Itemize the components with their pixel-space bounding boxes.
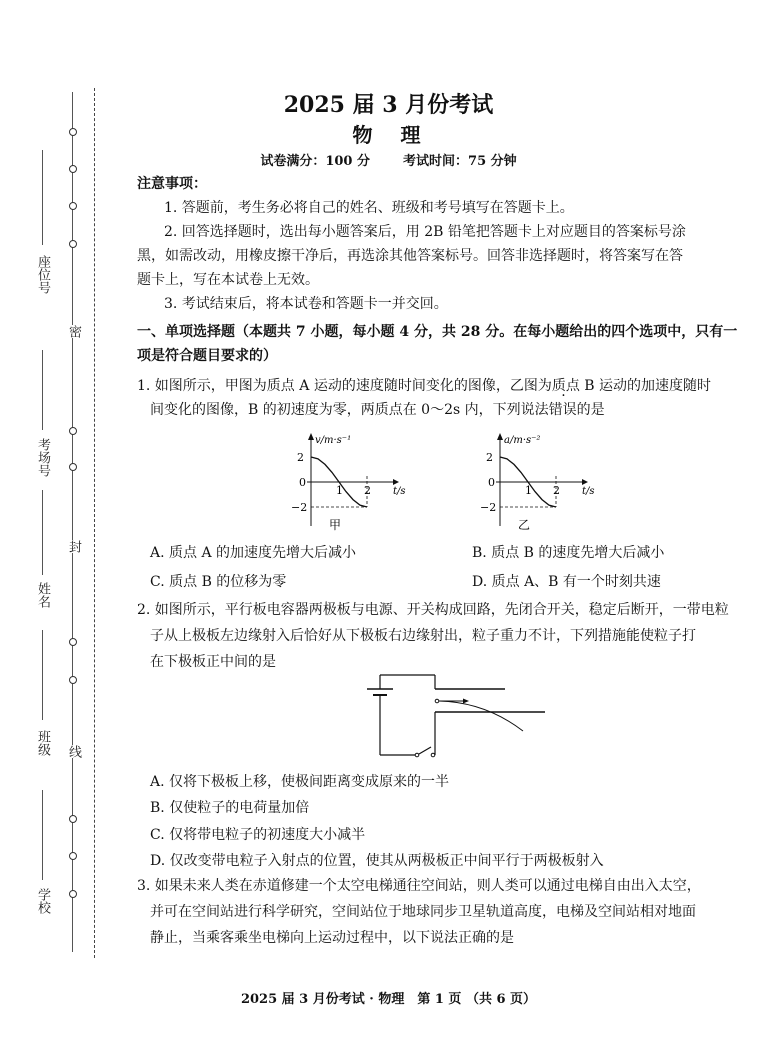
particle-trajectory	[439, 701, 523, 731]
y-axis-label: v/m·s⁻¹	[315, 435, 352, 446]
origin-label: 0	[299, 476, 306, 489]
y-tick-label: −2	[291, 501, 308, 514]
seal-circle	[69, 240, 77, 248]
option-b: B. 质点 B 的速度先增大后减小	[472, 545, 665, 561]
x-axis-arrow	[582, 479, 588, 485]
x-tick-label: 2	[553, 484, 560, 497]
arrow-head	[463, 699, 469, 704]
seat-number-label: 座位号	[35, 255, 50, 294]
capacitor-circuit-diagram	[355, 665, 555, 765]
seal-circle	[69, 815, 77, 823]
seal-circle	[69, 890, 77, 898]
school-field[interactable]	[42, 790, 43, 880]
seal-line	[72, 92, 73, 952]
seal-circle	[69, 638, 77, 646]
notice-item: 3. 考试结束后，将本试卷和答题卡一并交回。	[164, 296, 448, 312]
chart-jia	[285, 430, 425, 536]
seal-text-feng: 封	[66, 540, 81, 553]
y-tick-label: 2	[297, 451, 304, 464]
particle-entry-point	[435, 699, 439, 703]
x-tick-label: 2	[364, 484, 371, 497]
emphasis-text: 错误	[548, 402, 577, 418]
question-stem: 子从上极板左边缘射入后恰好从下极板右边缘射出，粒子重力不计，下列措施能使粒子打	[150, 628, 696, 644]
question-stem-text: 的是	[576, 402, 605, 418]
subject-title: 物 理	[352, 123, 425, 147]
seal-circle	[69, 676, 77, 684]
y-axis-arrow	[308, 433, 314, 440]
seal-circle	[69, 852, 77, 860]
school-label: 学校	[35, 888, 50, 914]
y-tick-label: −2	[480, 501, 497, 514]
question-stem: 3. 如果未来人类在赤道修建一个太空电梯通往空间站，则人类可以通过电梯自由出入太空，	[137, 878, 701, 894]
exam-time: 考试时间：75 分钟	[403, 154, 517, 169]
x-tick-label: 1	[336, 484, 343, 497]
section-heading: 一、单项选择题（本题共 7 小题，每小题 4 分，共 28 分。在每小题给出的四个选项中，只有一	[137, 324, 738, 340]
seal-circle	[69, 427, 77, 435]
y-tick-label: 2	[486, 451, 493, 464]
class-label: 班级	[35, 730, 50, 756]
name-label: 姓名	[35, 582, 50, 608]
full-score: 试卷满分：100 分	[260, 154, 370, 169]
switch-contact	[415, 753, 419, 757]
chart-title: 甲	[329, 518, 342, 532]
question-stem: 静止，当乘客乘坐电梯向上运动过程中，以下说法正确的是	[150, 930, 514, 946]
switch-lever[interactable]	[419, 747, 431, 754]
cut-line-dashed	[94, 88, 95, 958]
seal-text-xian: 线	[66, 745, 81, 758]
option-b: B. 仅使粒子的电荷量加倍	[150, 800, 310, 816]
option-a: A. 仅将下极板上移，使极间距离变成原来的一半	[150, 774, 450, 790]
question-stem: 1. 如图所示，甲图为质点 A 运动的速度随时间变化的图像，乙图为质点 B 运动的加速度随时	[137, 378, 712, 394]
x-tick-label: 1	[525, 484, 532, 497]
chart-title: 乙	[518, 518, 531, 532]
notice-item: 黑，如需改动，用橡皮擦干净后，再选涂其他答案标号。回答非选择题时，将答案写在答	[137, 248, 683, 264]
seal-text-mi: 密	[66, 325, 81, 338]
page-footer: 2025 届 3 月份考试 · 物理 第 1 页 （共 6 页）	[240, 992, 537, 1007]
notice-item: 1. 答题前，考生务必将自己的姓名、班级和考号填写在答题卡上。	[164, 200, 574, 216]
exam-room-label: 考场号	[35, 438, 50, 477]
question-stem	[150, 398, 605, 422]
question-stem: 并可在空间站进行科学研究，空间站位于地球同步卫星轨道高度，电梯及空间站相对地面	[150, 904, 696, 920]
chart-yi	[474, 430, 614, 536]
question-stem-text: 间变化的图像，B 的初速度为零，两质点在 0～2s 内，下列说法	[150, 402, 549, 418]
exam-title: 2025 届 3 月份考试	[283, 92, 494, 118]
x-axis-label: t/s	[393, 486, 406, 497]
notice-item: 2. 回答选择题时，选出每小题答案后，用 2B 铅笔把答题卡上对应题目的答案标号涂	[164, 224, 686, 240]
notice-heading: 注意事项：	[137, 176, 207, 192]
option-c: C. 质点 B 的位移为零	[150, 574, 287, 590]
seal-circle	[69, 463, 77, 471]
exam-info	[0, 150, 777, 169]
y-axis-label: a/m·s⁻²	[504, 435, 541, 446]
switch-contact	[431, 753, 435, 757]
exam-room-field[interactable]	[42, 350, 43, 430]
question-stem: 在下极板正中间的是	[150, 654, 276, 670]
class-field[interactable]	[42, 630, 43, 720]
question-stem: 2. 如图所示，平行板电容器两极板与电源、开关构成回路，先闭合开关，稳定后断开，一带电粒	[137, 602, 729, 618]
option-c: C. 仅将带电粒子的初速度大小减半	[150, 827, 366, 843]
x-axis-arrow	[393, 479, 399, 485]
x-axis-label: t/s	[582, 486, 595, 497]
option-a: A. 质点 A 的加速度先增大后减小	[150, 545, 357, 561]
seal-circle	[69, 202, 77, 210]
y-axis-arrow	[497, 433, 503, 440]
name-field[interactable]	[42, 490, 43, 575]
origin-label: 0	[488, 476, 495, 489]
notice-item: 题卡上，写在本试卷上无效。	[137, 272, 319, 288]
option-d: D. 仅改变带电粒子入射点的位置，使其从两极板正中间平行于两极板射入	[150, 853, 604, 869]
option-d: D. 质点 A、B 有一个时刻共速	[472, 574, 661, 590]
section-heading: 项是符合题目要求的）	[137, 348, 277, 364]
